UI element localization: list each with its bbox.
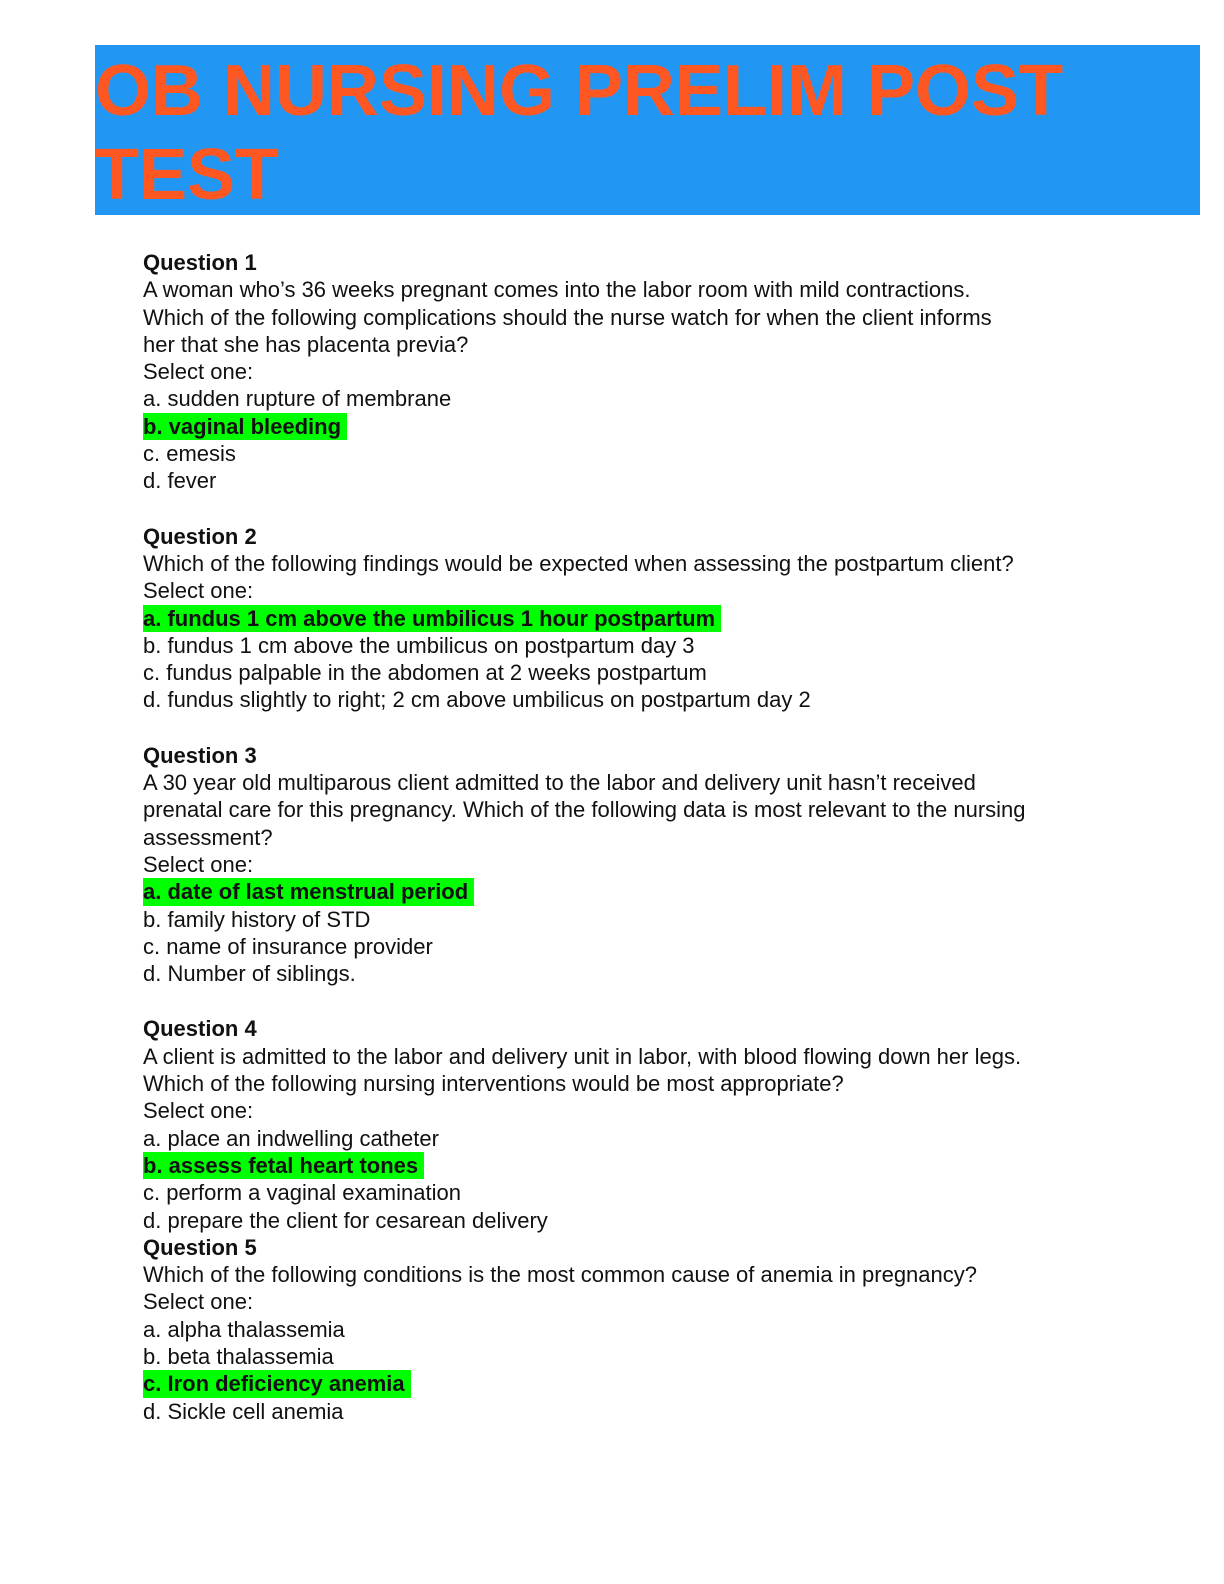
select-prompt: Select one: [143,578,254,604]
spacer [143,987,1143,1015]
question-3 [143,742,1143,988]
question-heading: Question 2 [143,523,257,549]
answer-option-c-correct [143,1370,1143,1397]
answer-option-a [143,1316,1143,1343]
title-banner [95,45,1200,215]
answer-option-a-correct [143,605,1143,632]
question-heading: Question 1 [143,250,257,275]
option-text: c. perform a vaginal examination [143,1180,461,1206]
question-stem-line: A woman who’s 36 weeks pregnant comes into the labor room with mild contractions. [143,277,971,303]
answer-option-a [143,385,1143,412]
question-list [143,249,1143,1425]
answer-option-b-correct [143,413,1143,440]
answer-option-b [143,906,1143,933]
select-prompt: Select one: [143,1098,254,1124]
spacer [143,495,1143,523]
question-heading: Question 4 [143,1016,257,1042]
question-5 [143,1234,1143,1425]
question-2 [143,523,1143,714]
question-stem-line: prenatal care for this pregnancy. Which of the following data is most relevant to the nursing [143,797,1026,823]
option-text: d. Sickle cell anemia [143,1398,344,1424]
answer-option-d [143,960,1143,987]
question-stem-line: Which of the following complications should the nurse watch for when the client informs [143,304,992,330]
answer-option-c [143,440,1143,467]
option-text: b. beta thalassemia [143,1343,334,1369]
answer-option-c [143,933,1143,960]
title-line-2: TEST [95,135,280,215]
answer-option-a [143,1125,1143,1152]
correct-answer-highlight: c. Iron deficiency anemia [143,1370,411,1397]
question-heading: Question 5 [143,1234,257,1260]
question-stem-line: Which of the following findings would be expected when assessing the postpartum client? [143,550,1014,576]
select-prompt: Select one: [143,359,254,385]
answer-option-d [143,467,1143,494]
answer-option-c [143,1179,1143,1206]
option-text: d. fundus slightly to right; 2 cm above umbilicus on postpartum day 2 [143,687,811,713]
question-4 [143,1015,1143,1233]
option-text: a. place an indwelling catheter [143,1125,439,1151]
option-text: d. prepare the client for cesarean delivery [143,1207,548,1233]
option-text: c. name of insurance provider [143,933,433,959]
answer-option-d [143,1207,1143,1234]
document-title [95,45,1200,217]
answer-option-b-correct [143,1152,1143,1179]
option-text: b. fundus 1 cm above the umbilicus on postpartum day 3 [143,632,695,658]
title-line-1: OB NURSING PRELIM POST [95,51,1064,131]
question-heading: Question 3 [143,742,257,768]
option-text: b. family history of STD [143,906,371,932]
question-stem-line: A client is admitted to the labor and delivery unit in labor, with blood flowing down her legs. [143,1043,1022,1069]
option-text: a. alpha thalassemia [143,1316,345,1342]
question-1 [143,249,1143,495]
answer-option-b [143,1343,1143,1370]
spacer [143,714,1143,742]
correct-answer-highlight: b. assess fetal heart tones [143,1152,424,1179]
answer-option-b [143,632,1143,659]
question-stem-line: Which of the following conditions is the most common cause of anemia in pregnancy? [143,1262,977,1288]
question-stem-line: Which of the following nursing interventions would be most appropriate? [143,1071,844,1097]
correct-answer-highlight: a. fundus 1 cm above the umbilicus 1 hour postpartum [143,605,721,632]
answer-option-c [143,659,1143,686]
answer-option-d [143,686,1143,713]
answer-option-d [143,1398,1143,1425]
option-text: c. fundus palpable in the abdomen at 2 weeks postpartum [143,660,707,686]
option-text: d. fever [143,468,217,494]
question-stem-line: assessment? [143,824,273,850]
select-prompt: Select one: [143,851,254,877]
option-text: d. Number of siblings. [143,961,356,987]
question-stem-line: A 30 year old multiparous client admitted to the labor and delivery unit hasn’t received [143,770,976,796]
correct-answer-highlight: a. date of last menstrual period [143,878,474,905]
question-stem-line: her that she has placenta previa? [143,331,469,357]
select-prompt: Select one: [143,1289,254,1315]
answer-option-a-correct [143,878,1143,905]
correct-answer-highlight: b. vaginal bleeding [143,413,347,440]
option-text: c. emesis [143,441,236,467]
option-text: a. sudden rupture of membrane [143,386,452,412]
